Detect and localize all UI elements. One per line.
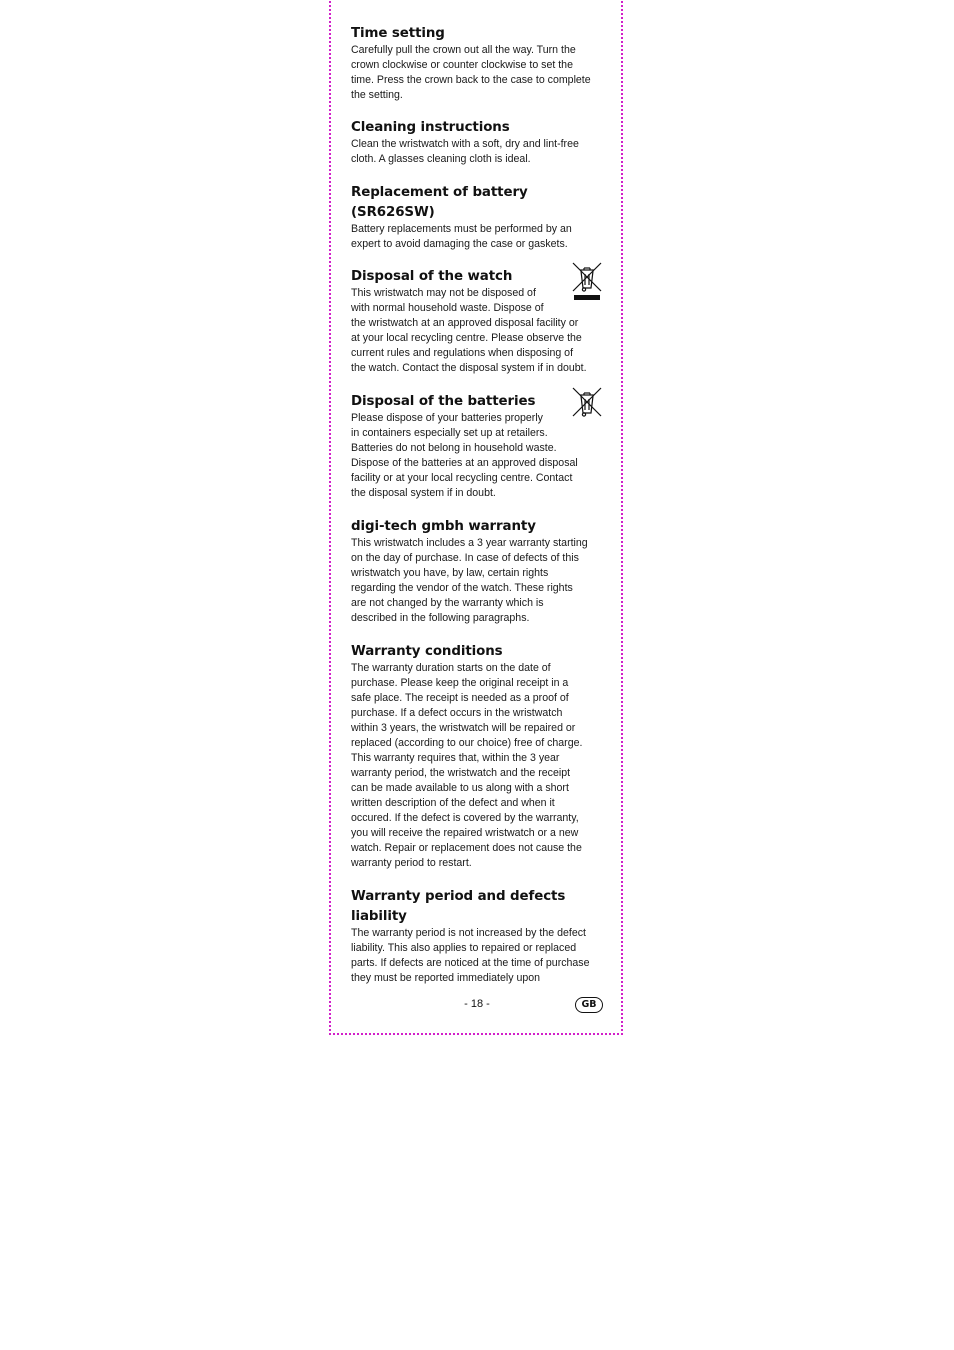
page-number: - 18 -	[464, 998, 490, 1010]
crossed-out-wheelie-bin-icon	[571, 386, 603, 423]
paragraph-warranty-period: The warranty period is not increased by the defect liability. This also applies to repaired or replaced parts. If defects are noticed at the time of purchase they must be reported immediately upon	[351, 927, 590, 984]
paragraph-warranty-conditions: The warranty duration starts on the date of purchase. Please keep the original receipt in a safe place. The receipt is needed as a proof of purchase. If a defect occurs in the wristwatch within 3 years, the wristwatch will be repaired or replaced (according to our choice) free of charge. This warranty requires that, within the 3 year warranty period, the wristwatch and the receipt can be made available to us along with a short written description of the defect and when it occured. If the defect is covered by the warranty, you will receive the repaired wristwatch or a new watch. Repair or replacement does not cause the warranty period to restart.	[351, 662, 583, 869]
section-disposal-watch	[351, 267, 603, 376]
section-battery	[351, 183, 603, 252]
section-warranty-conditions	[351, 642, 603, 871]
heading-warranty: digi-tech gmbh warranty	[351, 519, 536, 534]
paragraph-cleaning: Clean the wristwatch with a soft, dry and lint-free cloth. A glasses cleaning cloth is ideal.	[351, 138, 579, 165]
crossed-out-wheelie-bin-icon	[571, 261, 603, 308]
section-warranty	[351, 517, 603, 626]
heading-disposal-watch: Disposal of the watch	[351, 269, 513, 284]
paragraph-warranty: This wristwatch includes a 3 year warranty starting on the day of purchase. In case of defects of this wristwatch you have, by law, certain rights regarding the vendor of the watch. These rights are not changed by the warranty which is described in the following paragraphs.	[351, 537, 588, 624]
page-footer	[351, 996, 603, 1016]
section-cleaning	[351, 118, 603, 167]
heading-time-setting: Time setting	[351, 26, 445, 41]
heading-warranty-period: Warranty period and defects liability	[351, 889, 566, 924]
heading-disposal-batteries: Disposal of the batteries	[351, 394, 536, 409]
manual-content	[351, 24, 603, 1002]
heading-battery: Replacement of battery (SR626SW)	[351, 185, 528, 220]
section-disposal-batteries	[351, 392, 603, 501]
heading-cleaning: Cleaning instructions	[351, 120, 510, 135]
language-badge: GB	[575, 997, 603, 1013]
heading-warranty-conditions: Warranty conditions	[351, 644, 503, 659]
paragraph-battery: Battery replacements must be performed by an expert to avoid damaging the case or gaskets.	[351, 223, 572, 250]
paragraph-disposal-batteries: Please dispose of your batteries properly in containers especially set up at retailers. Batteries do not belong in household waste. Dispose of the batteries at an approved disposal facility or at your local recycling centre. Contact the disposal system if in doubt.	[351, 412, 578, 499]
paragraph-disposal-watch: This wristwatch may not be disposed of with normal household waste. Dispose of the wristwatch at an approved disposal facility or at your local recycling centre. Please observe the current rules and regulations when disposing of the watch. Contact the disposal system if in doubt.	[351, 287, 587, 374]
section-time-setting	[351, 24, 603, 103]
section-warranty-period	[351, 887, 603, 986]
paragraph-time-setting: Carefully pull the crown out all the way. Turn the crown clockwise or counter clockwise to set the time. Press the crown back to the case to complete the setting.	[351, 44, 591, 101]
